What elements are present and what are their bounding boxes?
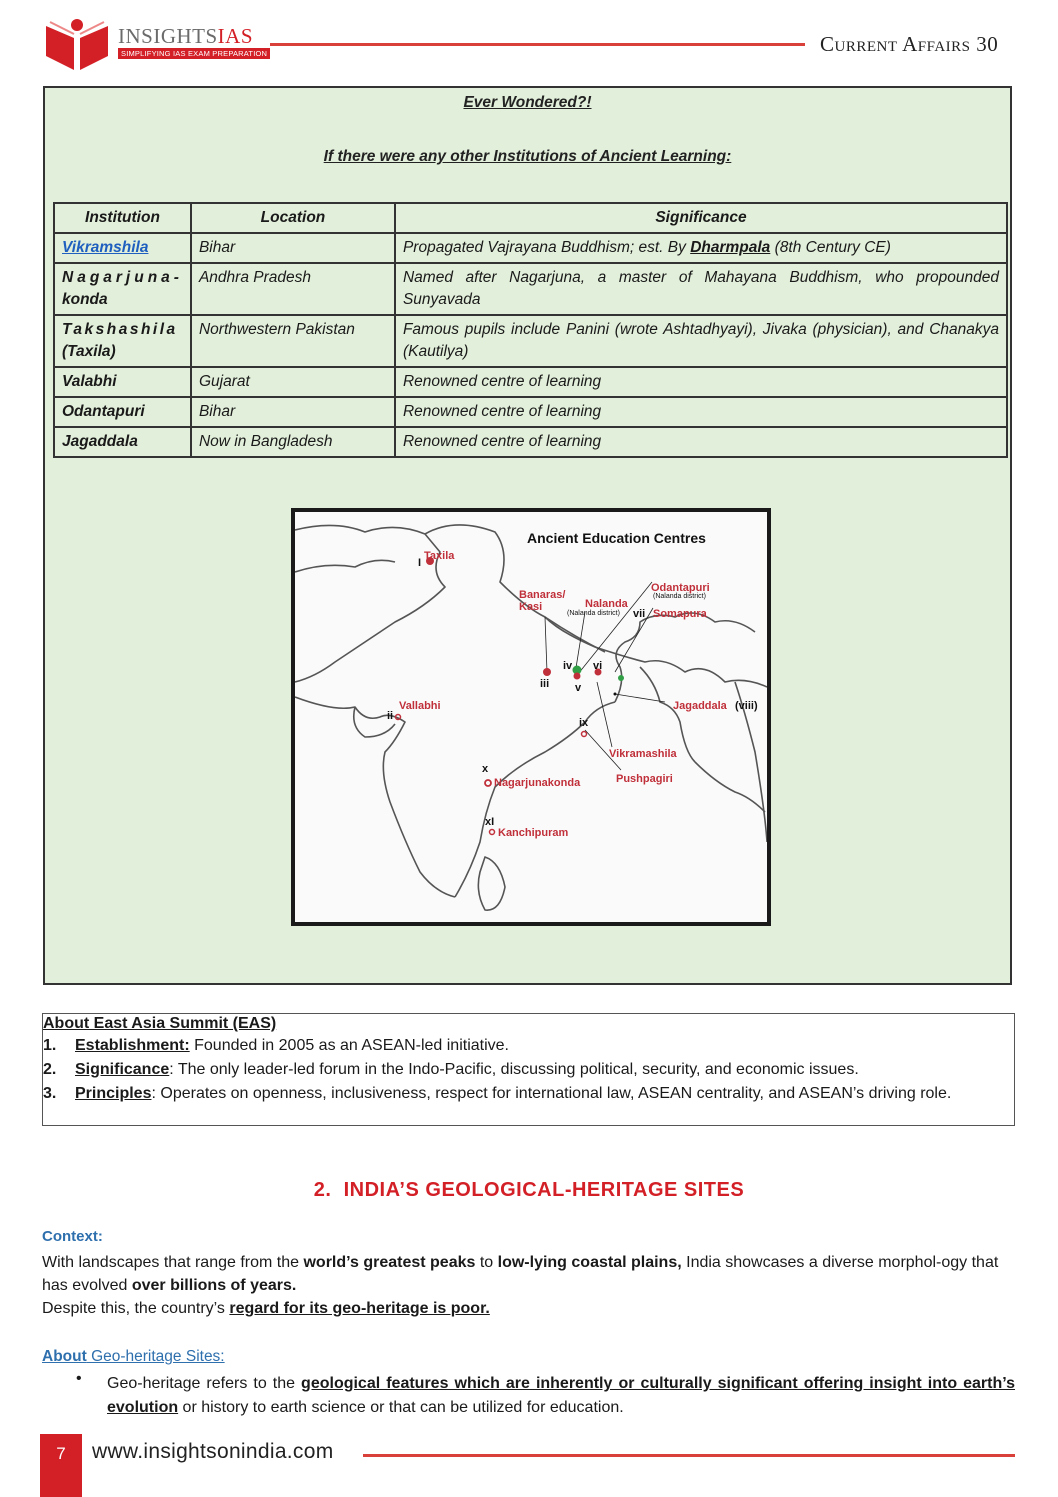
eas-heading: About East Asia Summit (EAS) [43, 1015, 277, 1032]
open-book-logo-icon [42, 16, 112, 72]
eas-item-label: Significance [75, 1061, 170, 1078]
pushpagiri-marker [582, 732, 587, 737]
jagaddala-marker [614, 693, 617, 696]
footer-divider [363, 1454, 1015, 1457]
map-num-vallabhi: ii [387, 710, 394, 722]
context-heading: Context: [42, 1228, 103, 1245]
geo-heritage-poor-emphasis: regard for its geo-heritage is poor. [229, 1300, 490, 1317]
significance-cell: Named after Nagarjuna, a master of Mahayana Buddhism, who propounded Sunyavada [395, 263, 1007, 315]
eas-item: 2. Significance: The only leader-led forum in the Indo-Pacific, discussing political, security, and economic issues. [43, 1061, 859, 1078]
kanchipuram-marker [490, 830, 495, 835]
map-label-somapura: Somapura [653, 608, 707, 620]
map-label-kanchipuram: Kanchipuram [498, 827, 569, 839]
institutions-table [53, 202, 1008, 458]
banaras-marker [543, 668, 551, 676]
column-header-location: Location [191, 203, 395, 233]
column-header-significance: Significance [395, 203, 1007, 233]
map-label-taxila: Taxila [424, 550, 455, 562]
significance-cell: Renowned centre of learning [395, 367, 1007, 397]
institution-cell [54, 233, 191, 263]
institution-cell: Valabhi [54, 367, 191, 397]
map-label-jagaddala: Jagaddala [673, 700, 727, 712]
location-cell: Now in Bangladesh [191, 427, 395, 457]
location-cell: Bihar [191, 397, 395, 427]
map-label-vikramashila: Vikramashila [609, 748, 677, 760]
map-num-banaras: iii [540, 678, 550, 690]
table-row [54, 427, 1007, 457]
map-num-v: v [575, 682, 582, 694]
map-num-taxila: I [418, 557, 422, 569]
context-paragraph: With landscapes that range from the world’s greatest peaks to low-lying coastal plains, India showcases a diverse morphol-ogy that has evolved over billions of years. Despite this, the country’s regard for its geo-heritage is poor. [42, 1254, 999, 1317]
vallabhi-marker [396, 715, 401, 720]
table-row [54, 315, 1007, 367]
location-cell: Northwestern Pakistan [191, 315, 395, 367]
map-title: Ancient Education Centres [527, 530, 706, 546]
bullet-icon: • [76, 1370, 82, 1387]
institution-cell: Takshashila (Taxila) [54, 315, 191, 367]
institution-cell: Nagarjuna- konda [54, 263, 191, 315]
map-num-iv: iv [563, 660, 573, 672]
about-geo-heritage-heading: About Geo-heritage Sites: [42, 1348, 225, 1365]
map-sublabel-nalanda: (Nalanda district) [567, 610, 620, 617]
map-num-vii: vii [633, 608, 646, 620]
eas-item-label: Establishment: [75, 1037, 190, 1054]
map-num-nagarjunakonda: x [482, 763, 489, 775]
eas-item-label: Principles [75, 1085, 152, 1102]
significance-cell: Famous pupils include Panini (wrote Ashtadhyayi), Jivaka (physician), and Chanakya (Kautilya) [395, 315, 1007, 367]
nagarjunakonda-marker [485, 780, 491, 786]
table-row [54, 233, 1007, 263]
ancient-education-centres-map [291, 508, 771, 926]
institutions-subheading: If there were any other Institutions of Ancient Learning: [323, 148, 732, 165]
somapura-marker [618, 675, 624, 681]
institution-cell: Odantapuri [54, 397, 191, 427]
table-row [54, 263, 1007, 315]
table-row [54, 397, 1007, 427]
page-number: 7 [56, 1444, 66, 1463]
india-outline-map [295, 512, 767, 922]
significance-cell: Propagated Vajrayana Buddhism; est. By Dharmpala (8th Century CE) [395, 233, 1007, 263]
map-num-jagaddala: (viii) [735, 700, 758, 712]
map-label-odantapuri: Odantapuri [651, 582, 710, 594]
table-header-row [54, 203, 1007, 233]
map-sublabel-odantapuri: (Nalanda district) [653, 593, 706, 600]
significance-cell: Renowned centre of learning [395, 427, 1007, 457]
map-num-ix: ix [579, 717, 589, 729]
header-divider [270, 43, 805, 46]
location-cell: Andhra Pradesh [191, 263, 395, 315]
odantapuri-marker [574, 673, 581, 680]
vikramshila-link[interactable]: Vikramshila [62, 239, 149, 256]
column-header-institution: Institution [54, 203, 191, 233]
eas-box [42, 1013, 1015, 1126]
map-num-vi: vi [593, 660, 603, 672]
map-label-pushpagiri: Pushpagiri [616, 773, 673, 785]
map-label-banaras: Banaras/ Kasi [519, 589, 566, 613]
logo-wordmark: INSIGHTSIAS [118, 24, 254, 48]
location-cell: Bihar [191, 233, 395, 263]
institution-cell: Jagaddala [54, 427, 191, 457]
section-title: 2. INDIA’S GEOLOGICAL-HERITAGE SITES [313, 1179, 745, 1201]
map-label-nagarjunakonda: Nagarjunakonda [494, 777, 581, 789]
header-title: Current Affairs 30 [820, 32, 999, 56]
dharmpala-emphasis: Dharmpala [690, 239, 771, 256]
eas-item: 1. Establishment: Founded in 2005 as an ASEAN-led initiative. [43, 1037, 509, 1054]
geo-heritage-emphasis: geological features which are inherently or culturally significant offering insight into earth’s evolution [107, 1375, 1016, 1416]
geo-heritage-definition: Geo-heritage refers to the geological features which are inherently or culturally significant offering insight into earth’s evolution or history to earth science or that can be utilized for education. [107, 1375, 1016, 1416]
ever-wondered-box [43, 86, 1012, 985]
map-label-nalanda: Nalanda [585, 598, 628, 610]
eas-item: 3. Principles: Operates on openness, inclusiveness, respect for international law, ASEAN centrality, and ASEAN’s driving role. [43, 1085, 952, 1102]
map-num-kanchipuram: xI [485, 816, 495, 828]
footer-url[interactable]: www.insightsonindia.com [92, 1440, 334, 1463]
significance-cell: Renowned centre of learning [395, 397, 1007, 427]
location-cell: Gujarat [191, 367, 395, 397]
logo-tagline: SIMPLIFYING IAS EXAM PREPARATION [118, 48, 270, 59]
table-row [54, 367, 1007, 397]
map-label-vallabhi: Vallabhi [399, 700, 441, 712]
ever-wondered-heading: Ever Wondered?! [463, 94, 592, 111]
